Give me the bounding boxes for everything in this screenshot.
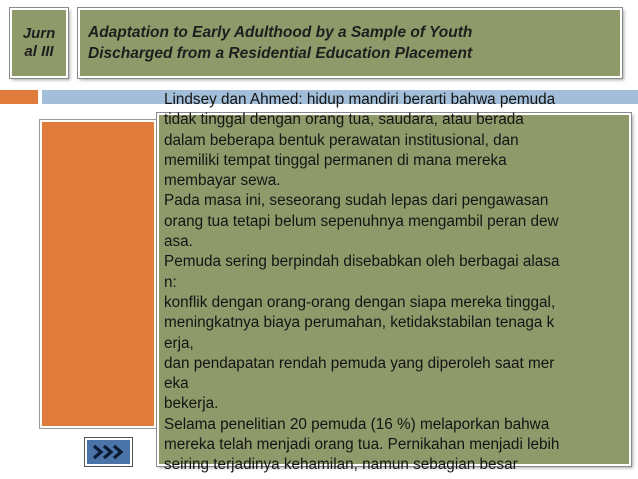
body-line: meningkatnya biaya perumahan, ketidakstabilan tenaga k — [164, 314, 555, 332]
body-line: Selama penelitian 20 pemuda (16 %) melaporkan bahwa — [164, 415, 550, 433]
orange-accent-strip — [0, 90, 38, 104]
body-text — [164, 90, 638, 479]
body-line: memiliki tempat tinggal permanen di mana mereka — [164, 151, 507, 169]
triple-chevron-right-icon — [92, 444, 126, 460]
body-line: Lindsey dan Ahmed: hidup mandiri berarti bahwa pemuda — [164, 91, 556, 108]
body-line: seiring terjadinya kehamilan, namun sebagian besar — [164, 456, 518, 474]
body-line: orang tua tetapi belum sepenuhnya mengambil peran dew — [164, 212, 559, 230]
body-line: dan pendapatan rendah pemuda yang diperoleh saat mer — [164, 354, 555, 372]
journal-label-box — [10, 8, 68, 78]
body-line: erja, — [164, 334, 194, 352]
orange-side-panel — [40, 120, 156, 428]
next-slide-button[interactable] — [85, 438, 132, 466]
title-line-2: Discharged from a Residential Education Placement — [88, 45, 473, 62]
body-line: bekerja. — [164, 395, 219, 413]
body-line: eka — [164, 375, 189, 393]
body-line: mereka telah menjadi orang tua. Pernikahan menjadi lebih — [164, 436, 560, 454]
body-line: dalam beberapa bentuk perawatan institusional, dan — [164, 131, 519, 149]
title-box — [78, 8, 622, 78]
title-line-1: Adaptation to Early Adulthood by a Sample of Youth — [88, 24, 473, 41]
journal-label: Jurnal III — [22, 25, 56, 60]
body-line: n: — [164, 273, 177, 291]
body-line: asa. — [164, 233, 193, 251]
body-line: konflik dengan orang-orang dengan siapa mereka tinggal, — [164, 293, 556, 311]
body-line: Pemuda sering berpindah disebabkan oleh berbagai alasa — [164, 253, 560, 271]
body-line: tidak tinggal dengan orang tua, saudara, atau berada — [164, 111, 524, 129]
body-line: membayar sewa. — [164, 172, 281, 190]
body-line: Pada masa ini, seseorang sudah lepas dari pengawasan — [164, 192, 549, 210]
